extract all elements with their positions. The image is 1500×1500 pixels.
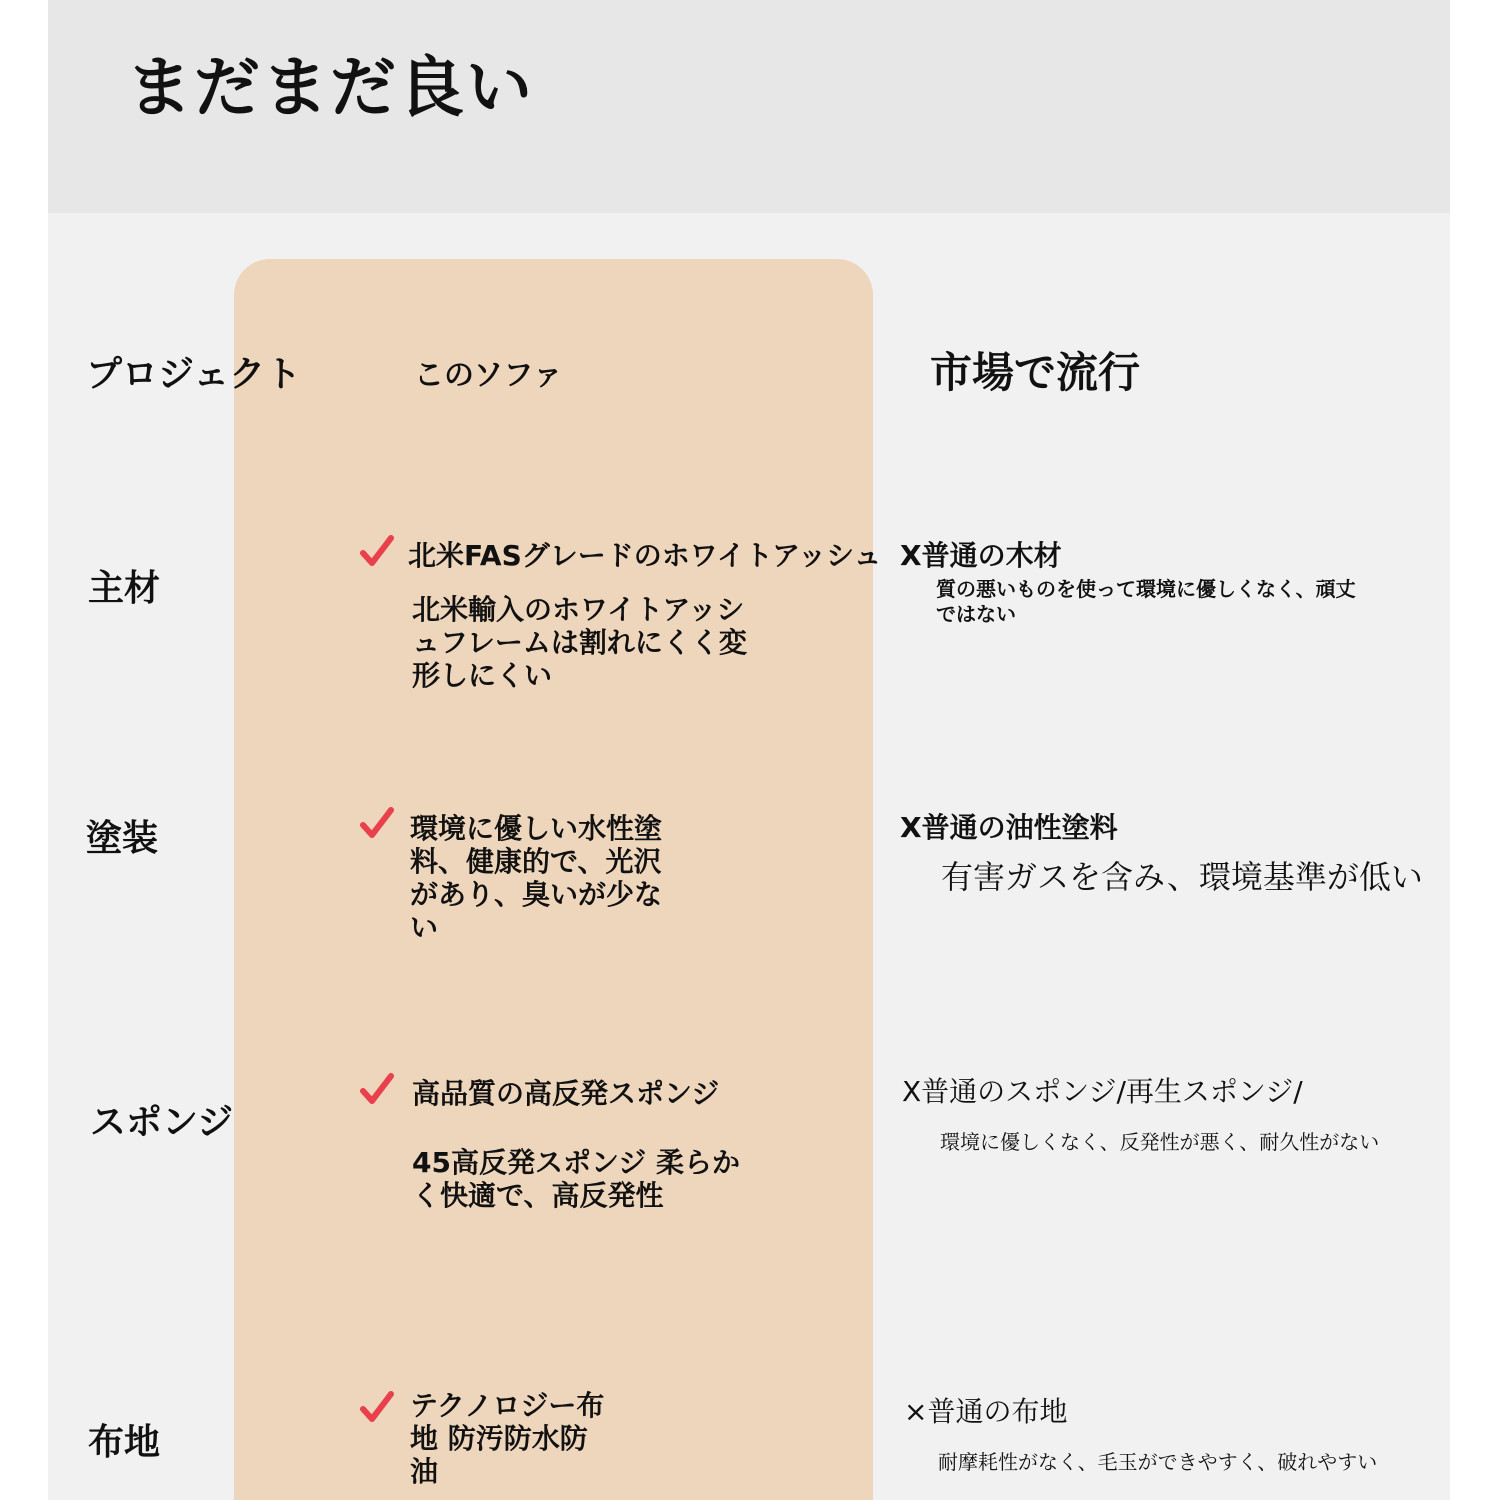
comparison-canvas: [48, 0, 1450, 1500]
good-desc-fabric: テクノロジー布地 防汚防水防油: [410, 1389, 605, 1488]
header-project: プロジェクト: [86, 354, 302, 395]
bad-desc-sponge: 環境に優しくなく、反発性が悪く、耐久性がない: [940, 1130, 1380, 1154]
check-icon: [360, 1390, 394, 1424]
header-ours: このソファ: [414, 358, 563, 393]
check-icon: [360, 534, 394, 568]
row-label-coating: 塗装: [86, 818, 159, 859]
bad-title-main-material: X普通の木材: [900, 539, 1062, 572]
good-title-main-material: 北米FASグレードのホワイトアッシュ: [408, 539, 882, 572]
bad-title-fabric: ×普通の布地: [904, 1395, 1068, 1428]
page-title: まだまだ良い: [126, 49, 534, 126]
header-market: 市場で流行: [930, 348, 1141, 397]
title-band: [48, 0, 1450, 213]
good-desc-sponge: 45高反発スポンジ 柔らかく快適で、高反発性: [412, 1146, 741, 1212]
bad-desc-main-material: 質の悪いものを使って環境に優しくなく、頑丈ではない: [936, 577, 1356, 626]
row-label-fabric: 布地: [88, 1422, 161, 1463]
check-icon: [360, 1072, 394, 1106]
bad-desc-coating: 有害ガスを含み、環境基準が低い: [941, 858, 1423, 896]
bad-title-sponge: X普通のスポンジ/再生スポンジ/: [902, 1075, 1303, 1108]
check-icon: [360, 806, 394, 840]
bad-desc-fabric: 耐摩耗性がなく、毛玉ができやすく、破れやすい: [938, 1450, 1378, 1474]
row-label-sponge: スポンジ: [90, 1102, 234, 1143]
good-desc-main-material: 北米輸入のホワイトアッシュフレームは割れにくく変形しにくい: [412, 593, 747, 692]
row-label-main-material: 主材: [88, 568, 161, 609]
bad-title-coating: X普通の油性塗料: [900, 811, 1118, 844]
good-desc-coating: 環境に優しい水性塗料、健康的で、光沢があり、臭いが少ない: [410, 812, 663, 944]
good-title-sponge: 高品質の高反発スポンジ: [412, 1077, 720, 1110]
